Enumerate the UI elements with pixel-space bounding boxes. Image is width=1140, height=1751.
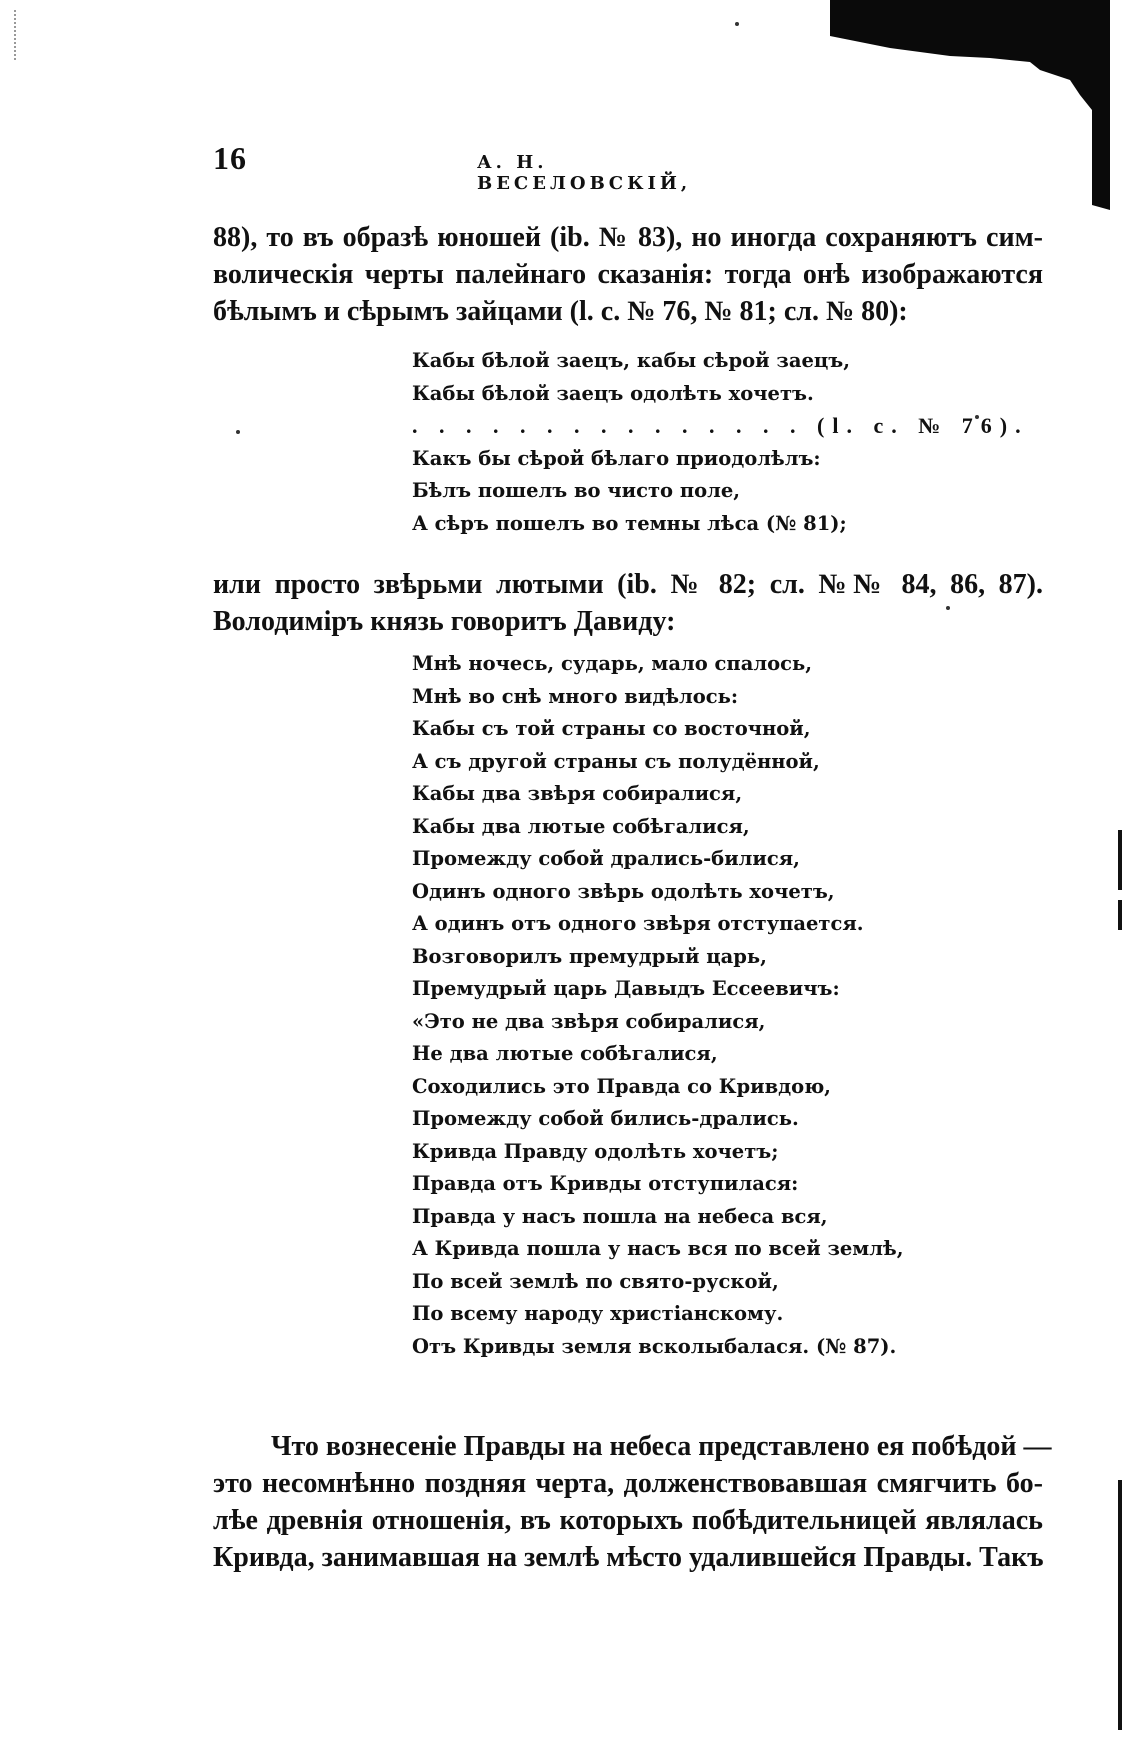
scan-edge-line: [1118, 1480, 1122, 1730]
text-line: лѣе древнія отношенія, въ которыхъ побѣдительницей являлась: [213, 1505, 1043, 1536]
scan-edge-line: [1118, 830, 1122, 890]
verse-line: Не два лютые собѣгалися,: [412, 1042, 718, 1065]
paragraph-1: [213, 219, 1043, 330]
scan-shadow-corner: [830, 0, 1110, 210]
verse-line: По всей землѣ по свято-руской,: [412, 1269, 779, 1293]
verse-line: А Кривда пошла у насъ вся по всей землѣ,: [412, 1237, 904, 1260]
scan-edge-marks: [14, 10, 19, 60]
verse-line: Возговорилъ премудрый царь,: [412, 944, 767, 968]
verse-line: Кабы два звѣря собиралися,: [412, 782, 743, 805]
text-line: бѣлымъ и сѣрымъ зайцами (l. c. № 76, № 81; сл. № 80):: [213, 296, 908, 327]
text-line: Володиміръ князь говоритъ Давиду:: [213, 606, 676, 637]
paragraph-2: [213, 566, 1043, 640]
verse-line: Одинъ одного звѣрь одолѣть хочетъ,: [412, 879, 835, 903]
scan-dust: [735, 22, 739, 26]
verse-line: Премудрый царь Давыдъ Ессеевичъ:: [412, 977, 840, 1000]
verse-line: Промежду собой бились-дрались.: [412, 1107, 799, 1130]
verse-line: Соходились это Правда со Кривдою,: [412, 1074, 831, 1098]
verse-line: Кабы бѣлой заецъ одолѣть хочетъ.: [412, 381, 814, 405]
verse-line: Правда отъ Кривды отступилася:: [412, 1172, 799, 1195]
verse-line: Отъ Кривды земля всколыбалася. (№ 87).: [412, 1334, 897, 1358]
verse-line: Какъ бы сѣрой бѣлаго приодолѣлъ:: [412, 446, 821, 470]
verse-line: Промежду собой дрались-билися,: [412, 847, 800, 870]
verse-line: Бѣлъ пошелъ во чисто поле,: [412, 479, 741, 502]
verse-line: Кабы два лютые собѣгалися,: [412, 814, 750, 838]
text-line: волическія черты палейнаго сказанія: тогда онѣ изображаются: [213, 259, 1043, 290]
verse-line: Мнѣ во снѣ много видѣлось:: [412, 684, 739, 708]
verse-line: А съ другой страны съ полудённой,: [412, 749, 820, 773]
verse-line: А сѣръ пошелъ во темны лѣса (№ 81);: [412, 511, 847, 535]
text-line: Кривда, занимавшая на землѣ мѣсто удалившейся Правды. Такъ: [213, 1542, 1044, 1573]
verse-line: Мнѣ ночесь, сударь, мало спалось,: [412, 652, 812, 675]
verse-block-2: [412, 648, 992, 1363]
paragraph-3: [213, 1428, 1052, 1576]
scan-edge-line: [1118, 900, 1122, 930]
page-number: 16: [213, 140, 247, 176]
verse-block-1: [412, 345, 1029, 540]
verse-line: Кабы бѣлой заецъ, кабы сѣрой заецъ,: [412, 349, 851, 372]
text-line: Что вознесеніе Правды на небеса представлено ея побѣдой —: [271, 1431, 1052, 1462]
text-line: это несомнѣнно поздняя черта, долженствовавшая смягчить бо-: [213, 1468, 1043, 1499]
verse-line: «Это не два звѣря собиралися,: [412, 1009, 766, 1033]
verse-line: По всему народу христіанскому.: [412, 1302, 784, 1325]
scan-dust: [236, 430, 240, 434]
verse-ellipsis-line: . . . . . . . . . . . . . . . (l. c. № 76).: [412, 413, 1029, 438]
verse-line: Правда у насъ пошла на небеса вся,: [412, 1204, 828, 1228]
page-header: [213, 140, 743, 194]
verse-line: А одинъ отъ одного звѣря отступается.: [412, 912, 864, 935]
running-head: А. Н. ВЕСЕЛОВСКІЙ,: [477, 152, 692, 194]
text-line: 88), то въ образѣ юношей (ib. № 83), но иногда сохраняютъ сим-: [213, 222, 1043, 253]
text-line: или просто звѣрьми лютыми (ib. № 82; сл. №№ 84, 86, 87).: [213, 569, 1043, 600]
verse-line: Кабы съ той страны со восточной,: [412, 717, 811, 740]
verse-line: Кривда Правду одолѣть хочетъ;: [412, 1139, 779, 1163]
